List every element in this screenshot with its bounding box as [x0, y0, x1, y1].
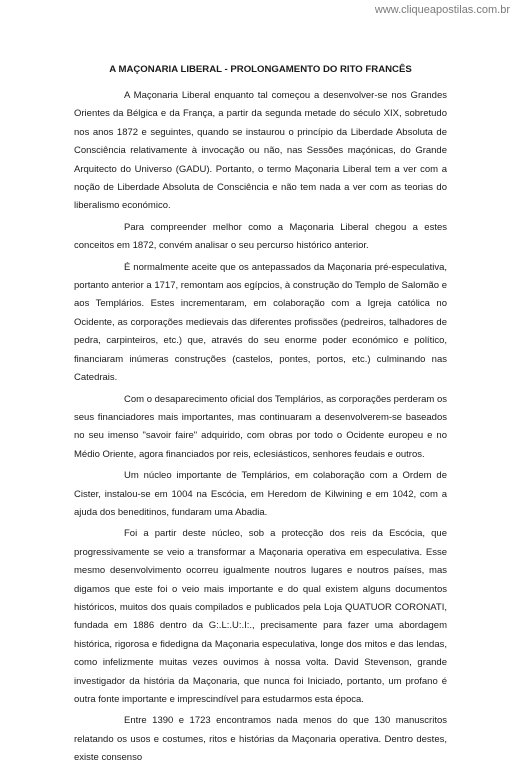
paragraph: Entre 1390 e 1723 encontramos nada menos do que 130 manuscritos relatando os usos e costumes, ritos e histórias da Maçonaria operativa. Dentro destes, existe consenso — [74, 715, 447, 764]
paragraph: É normalmente aceite que os antepassados da Maçonaria pré-especulativa, portanto anterior a 1717, remontam aos egípcios, à construção do Templo de Salomão e aos Templários. Estes incrementaram, em colaboração com a Igreja católica no Ocidente, as corporações medievais das diferentes profissões (pedreiros, talhadores de pedra, carpinteiros, etc.) que, através do seu enorme poder económico e político, financiaram inúmeras construções (castelos, pontes, portos, etc.) culminando nas Catedrais. — [74, 261, 447, 384]
document-title: A MAÇONARIA LIBERAL - PROLONGAMENTO DO RITO FRANCÊS — [109, 64, 412, 75]
document-page — [74, 63, 447, 771]
paragraph: Um núcleo importante de Templários, em colaboração com a Ordem de Cister, instalou-se em 1004 na Escócia, em Heredom de Kilwining e em 1042, com a ajuda dos beneditinos, fundaram uma Abadia. — [74, 470, 447, 518]
paragraph: Para compreender melhor como a Maçonaria Liberal chegou a estes conceitos em 1872, convém analisar o seu percurso histórico anterior. — [74, 221, 447, 252]
paragraph: A Maçonaria Liberal enquanto tal começou a desenvolver-se nos Grandes Orientes da Bélgica e da França, a partir da segunda metade do século XIX, sobretudo nos anos 1872 e seguintes, quando se instaurou o princípio da Liberdade Absoluta de Consciência relativamente à invocação ou não, nas Sessões maçónicas, do Grande Arquitecto do Universo (GADU). Portanto, o termo Maçonaria Liberal tem a ver com a noção de Liberdade Absoluta de Consciência e não tem nada a ver com as teorias do liberalismo económico. — [74, 90, 447, 212]
paragraph: Com o desaparecimento oficial dos Templários, as corporações perderam os seus financiadores mais importantes, mas continuaram a desenvolverem-se baseados no seu imenso "savoir faire" adquirido, com obras por todo o Ocidente europeu e no Médio Oriente, agora financiados por reis, eclesiásticos, senhores feudais e outros. — [74, 393, 447, 460]
paragraph: Foi a partir deste núcleo, sob a protecção dos reis da Escócia, que progressivamente se veio a transformar a Maçonaria operativa em especulativa. Esse mesmo desenvolvimento ocorreu igualmente noutros lugares e noutros países, mas digamos que este foi o veio mais importante e do qual existem alguns documentos históricos, muitos dos quais compilados e publicados pela Loja QUATUOR CORONATI, fundada em 1886 dentro da G:.L:.U:.I:., precisamente para fazer uma abordagem histórica, rigorosa e fidedigna da Maçonaria especulativa, longe dos mitos e das lendas, como infelizmente muitas vezes ouvimos à nossa volta. David Stevenson, grande investigador da história da Maçonaria, que nunca foi Iniciado, portanto, um profano é outra fonte importante e imprescindível para estudarmos esta época. — [74, 528, 447, 705]
site-url[interactable]: www.cliqueapostilas.com.br — [374, 4, 510, 16]
